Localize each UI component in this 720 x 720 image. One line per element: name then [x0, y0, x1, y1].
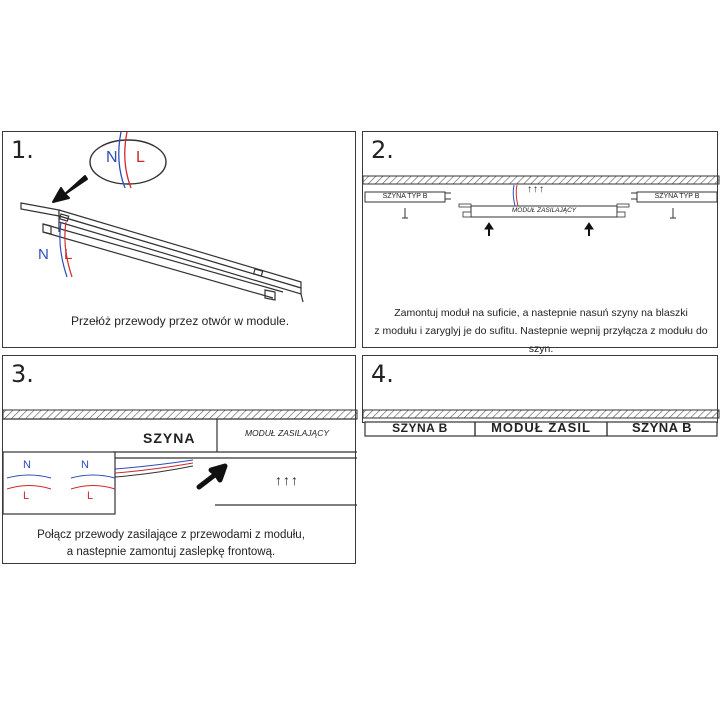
wire-box [3, 452, 115, 514]
bubble-label-n: N [106, 149, 118, 166]
segment-left-label: SZYNA B [392, 421, 448, 435]
step-caption [363, 304, 719, 358]
side-label-n: N [38, 246, 49, 263]
module-label: MODUŁ ZASILAJĄCY [511, 207, 577, 214]
bubble-label-l: L [136, 149, 145, 166]
step-number: 3. [11, 360, 34, 388]
insert-arrow-icon [53, 176, 87, 202]
neutral-wire [513, 185, 515, 206]
caption-line-1: Połącz przewody zasilające z przewodami z modułu, [37, 529, 305, 541]
step-1-panel [2, 131, 356, 348]
step-number: 1. [11, 136, 34, 164]
live-wire [516, 185, 518, 206]
module-up-arrows: ↑↑↑ [527, 184, 545, 195]
step-2-panel [362, 131, 718, 355]
wire-label-n-2: N [81, 459, 89, 471]
right-rail-label: SZYNA TYP B [654, 193, 700, 200]
wire-label-n-1: N [23, 459, 31, 471]
step-caption: Przełóż przewody przez otwór w module. [70, 314, 290, 328]
module-label: MODUŁ ZASILAJĄCY [244, 428, 330, 438]
wire-label-l-2: L [87, 490, 94, 502]
wire-label-l-1: L [23, 490, 30, 502]
caption-line-1: Zamontuj moduł na suficie, a nastepnie nasuń szyny na blaszki [394, 307, 688, 319]
left-rail-label: SZYNA TYP B [382, 193, 428, 200]
step-caption [3, 527, 339, 561]
side-label-l: L [64, 246, 73, 263]
segment-middle-label: MODUŁ ZASIL [491, 420, 591, 435]
step-3-panel [2, 355, 356, 564]
module-up-arrows: ↑↑↑ [275, 472, 299, 488]
step-number: 4. [371, 360, 394, 388]
ceiling [3, 410, 357, 419]
caption-line-2: a nastepnie zamontuj zaslepkę frontową. [66, 546, 276, 558]
caption-line-2: z modułu i zaryglyj je do sufitu. Nastepnie wepnij przyłącza z modułu do szyn. [374, 325, 708, 355]
ceiling [363, 410, 719, 418]
lift-arrow-icon [485, 223, 593, 236]
ceiling [363, 176, 719, 184]
segment-right-label: SZYNA B [631, 420, 693, 435]
insert-arrow-icon [199, 466, 225, 487]
step-number: 2. [371, 136, 394, 164]
rail-label: SZYNA [143, 430, 196, 446]
step-4-panel [362, 355, 718, 435]
